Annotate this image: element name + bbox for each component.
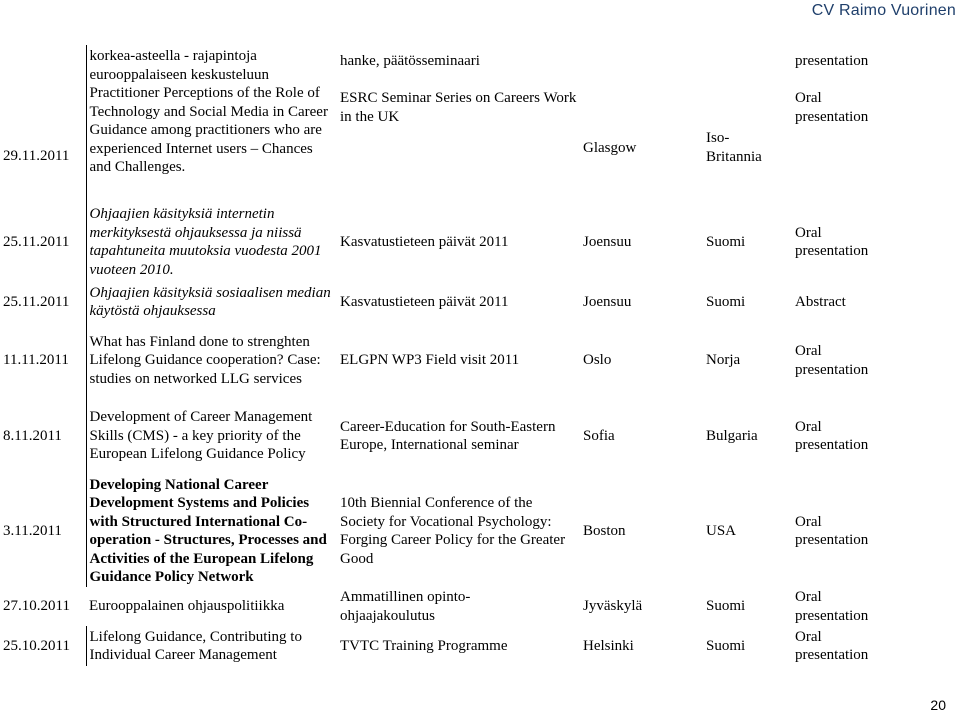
row-event: TVTC Training Programme (340, 637, 508, 654)
table-row (0, 397, 889, 475)
table-row (0, 626, 889, 666)
row-city: Helsinki (583, 637, 634, 654)
table-row (0, 45, 889, 204)
row-date: 25.11.2011 (3, 293, 70, 310)
row-title: Developing National Career Development Systems and Policies with Structured International Co-operation - Structures, Processes and Activities of the European Lifelong Guidance Policy Network (86, 475, 337, 587)
row-title: Development of Career Management Skills (CMS) - a key priority of the European Lifelong Guidance Policy (86, 397, 337, 475)
table-row (0, 204, 889, 280)
table-row (0, 324, 889, 397)
row-city: Jyväskylä (583, 598, 643, 615)
row-country: Suomi (706, 293, 746, 310)
row-date: 25.10.2011 (3, 637, 70, 654)
row-date: 25.11.2011 (3, 233, 70, 250)
row-type: Oral presentation (795, 224, 869, 259)
row-city: Sofia (583, 427, 615, 444)
document-header-name: CV Raimo Vuorinen (811, 2, 956, 19)
row-title: Eurooppalainen ohjauspolitiikka (89, 598, 285, 615)
row-event: Kasvatustieteen päivät 2011 (340, 293, 509, 310)
row-title: Lifelong Guidance, Contributing to Individual Career Management (86, 626, 337, 666)
row-country: Suomi (706, 233, 746, 250)
row-event: Ammatillinen opinto- ohjaajakoulutus (340, 589, 471, 624)
presentations-table (0, 45, 889, 666)
row-type: Oral presentation (795, 513, 869, 548)
row-type: Oral presentation (795, 589, 869, 624)
row-city: Glasgow (583, 140, 637, 156)
row-country: Iso- Britannia (706, 130, 762, 165)
row-title: What has Finland done to strenghten Lifelong Guidance cooperation? Case: studies on networked LLG services (86, 324, 337, 397)
row-event: hanke, päätösseminaari ESRC Seminar Series on Careers Work in the UK (340, 53, 577, 125)
row-title: Ohjaajien käsityksiä sosiaalisen median käytöstä ohjauksessa (86, 280, 337, 324)
row-city: Joensuu (583, 233, 632, 250)
row-type: Oral presentation (795, 343, 869, 378)
row-event: ELGPN WP3 Field visit 2011 (340, 352, 520, 369)
row-type: Abstract (795, 293, 846, 310)
row-country: USA (706, 522, 737, 539)
row-date: 11.11.2011 (3, 352, 69, 369)
row-city: Oslo (583, 352, 612, 369)
row-event: Kasvatustieteen päivät 2011 (340, 233, 509, 250)
row-city: Joensuu (583, 293, 632, 310)
row-country: Norja (706, 352, 741, 369)
row-event: 10th Biennial Conference of the Society for Vocational Psychology: Forging Career Policy for the Greater Good (340, 495, 566, 567)
row-country: Suomi (706, 637, 746, 654)
page-number: 20 (930, 697, 946, 713)
row-event: Career-Education for South-Eastern Europe, International seminar (340, 418, 556, 453)
row-date: 29.11.2011 (3, 147, 70, 164)
row-country: Bulgaria (706, 427, 758, 444)
row-title (86, 45, 337, 204)
row-date: 27.10.2011 (3, 598, 70, 615)
table-row (0, 280, 889, 324)
row-city: Boston (583, 522, 626, 539)
row-title: Ohjaajien käsityksiä internetin merkityksestä ohjauksessa ja niissä tapahtuneita muutoksia vuodesta 2001 vuoteen 2010. (86, 204, 337, 280)
row-type: Oral presentation (795, 628, 869, 663)
row-type: presentation Oral presentation (795, 53, 869, 125)
row-country: Suomi (706, 598, 746, 615)
row-type: Oral presentation (795, 418, 869, 453)
row-title-text: korkea-asteella - rajapintoja eurooppalaiseen keskusteluun Practitioner Perceptions of the Role of Technology and Social Media in Career Guidance among practitioners who are experienced Internet users – Chances and Challenges. (89, 48, 328, 175)
row-date: 8.11.2011 (3, 427, 62, 444)
row-date: 3.11.2011 (3, 522, 62, 539)
table-row (0, 587, 889, 626)
table-row (0, 475, 889, 587)
